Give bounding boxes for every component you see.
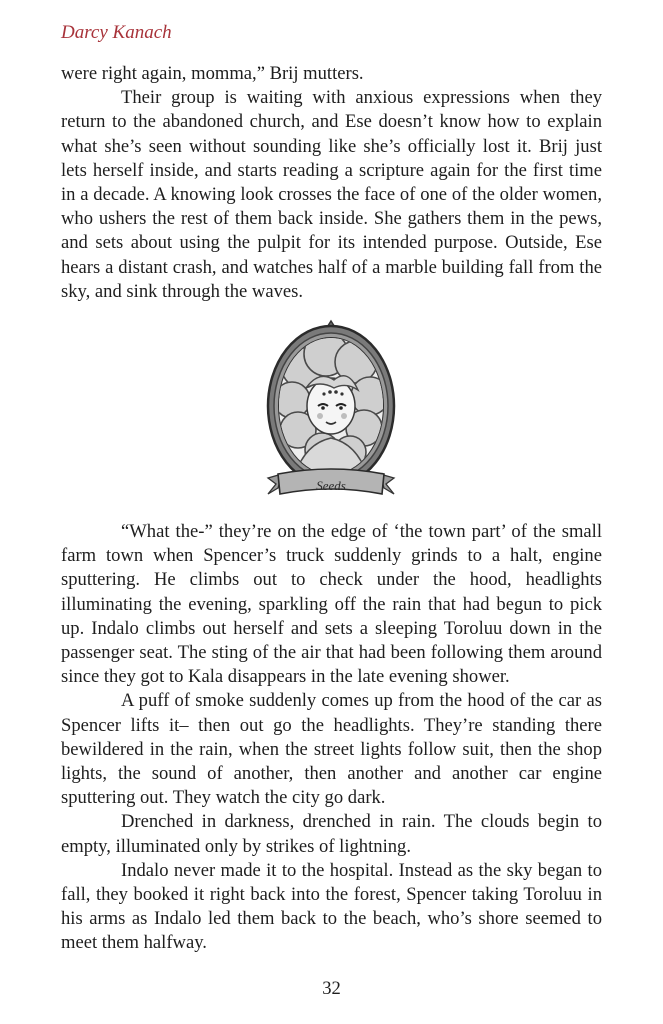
running-header-author: Darcy Kanach [61,22,172,43]
paragraph: were right again, momma,” Brij mutters. [61,63,364,84]
paragraph: Drenched in darkness, drenched in rain. The clouds begin to empty, illuminated only by strikes of lightning. [61,811,602,857]
chapter-divider-emblem [264,318,398,508]
body-text-section-2 [61,520,602,956]
paragraph: Their group is waiting with anxious expressions when they return to the abandoned church, and Ese doesn’t know how to explain what she’s seen without sounding like she’s officially lost it. Brij just lets herself inside, and starts reading a scripture again for the first time in a decade. A knowing look crosses the face of one of the older women, who ushers the rest of them back inside. She gathers them in the pews, and sets about using the pulpit for its intended purpose. Outside, Ese hears a distant crash, and watches half of a marble building fall from the sky, and sink through the waves. [61,87,602,302]
paragraph: Indalo never made it to the hospital. Instead as the sky began to fall, they booked it right back into the forest, Spencer taking Toroluu in his arms as Indalo led them back to the beach, who’s shore seemed to meet them halfway. [61,859,602,954]
page-number: 32 [322,978,341,999]
emblem-banner-text: Seeds [316,478,346,493]
paragraph: “What the-” they’re on the edge of ‘the town part’ of the small farm town when Spencer’s truck suddenly grinds to a halt, engine sputtering. He climbs out to check under the hood, headlights illuminating the evening, sparkling off the rain that had begun to pick up. Indalo climbs out herself and sets a sleeping Toroluu down in the passenger seat. The sting of the air that had been following them around since they got to Kala disappears in the late evening shower. [61,521,602,688]
cameo-portrait-illustration [264,318,398,508]
body-text-section-1 [61,62,602,304]
paragraph: A puff of smoke suddenly comes up from the hood of the car as Spencer lifts it– then out go the headlights. They’re standing there bewildered in the rain, when the street lights follow suit, then the shop lights, the sound of another, then another and another car engine sputtering out. They watch the city go dark. [61,690,602,809]
